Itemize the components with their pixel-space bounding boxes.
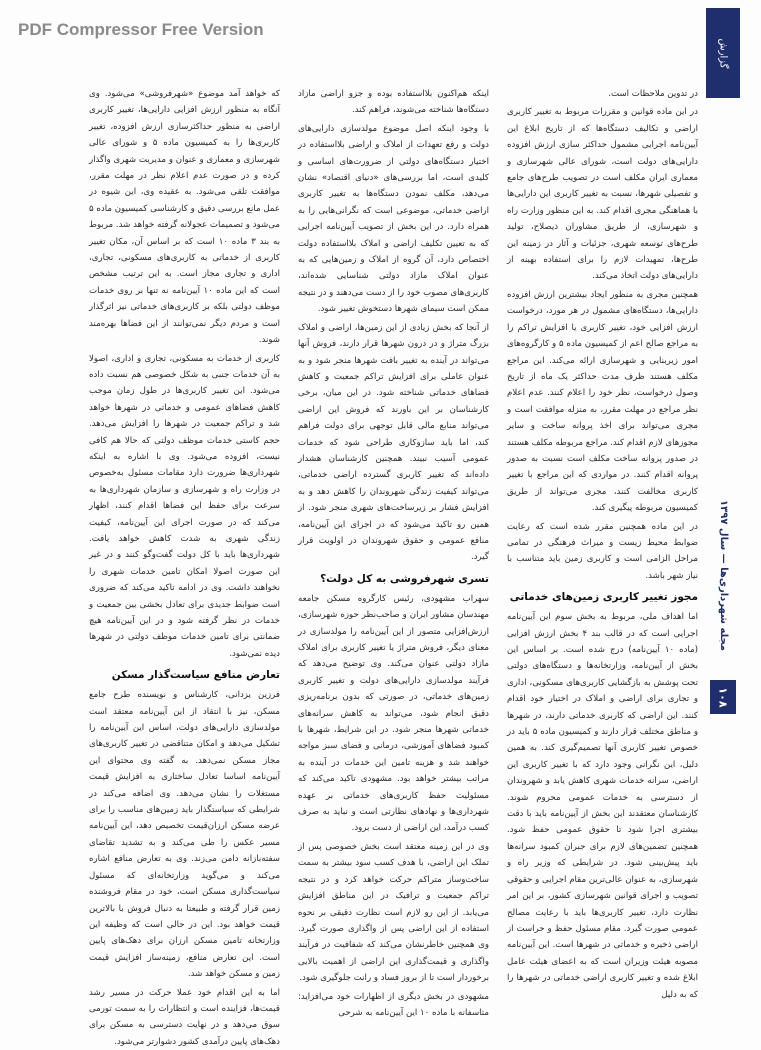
paragraph: در این ماده همچنین مقرر شده است که رعایت ضوابط محیط زیست و میراث فرهنگی در تمامی مراحل الزامی است و کاربری زمین باید متناسب با نیاز شهر باشد. xyxy=(507,521,698,581)
article-column-left xyxy=(89,86,281,1047)
paragraph: اینکه هم‌اکنون بلااستفاده بوده و جزو اراضی مازاد دستگاه‌ها شناخته می‌شوند، فراهم کند. xyxy=(298,89,489,116)
paragraph: مشهودی در بخش دیگری از اظهارات خود می‌افزاید: متاسفانه با ماده ۱۰ این آیین‌نامه به شرحی xyxy=(298,991,489,1018)
paragraph: با وجود اینکه اصل موضوع مولدسازی دارایی‌های دولت و رفع تعهدات از املاک و اراضی بلااستفاده در اختیار دستگاه‌های دولتی از ضرورت‌های اساسی و کلیدی است، اما بررسی‌های «دنیای اقتصاد» نشان می‌دهد، مکلف نمودن دستگاه‌ها به تغییر کاربری اراضی خدماتی، موضوعی است که نگرانی‌هایی را به همراه دارد. در این بخش از تصویب آیین‌نامه اجرایی که به تعیین تکلیف اراضی و املاک بلااستفاده دولت اختصاص دارد، آن گروه از املاک و زمین‌هایی که به عنوان املاک مازاد دولتی شناسایی شده‌اند، کاربری‌های مصوب خود را از دست می‌دهند و در نتیجه ممکن است سیمای شهرها دستخوش تغییر شود. xyxy=(298,123,489,315)
paragraph: همچنین مجری به منظور ایجاد بیشترین ارزش افزوده دارایی‌ها، دستگاه‌های مشمول در هر مورد، درخواست ارزش افزایی خود، تغییر کاربری یا افزایش تراکم را به مراجع صالح اعم از کمیسیون ماده ۵ و کارگروه‌های امور زیربنایی و شهرسازی ارائه می‌کند. این مراجع مکلف هستند ظرف مدت حداکثر یک ماه از تاریخ وصول درخواست، نظر خود را اعلام کنند. عدم اعلام نظر مراجع در مهلت مقرر، به منزله موافقت است و مجری می‌تواند برای اخذ پروانه ساخت و سایر مجوزهای لازم اقدام کند. مراجع مربوطه مکلف هستند در صدور پروانه ساخت مکلف است نسبت به صدور پروانه اقدام کنند. در مواردی که این مراجع با تغییر کاربری مخالفت کنند، مجری می‌تواند از طریق کمیسیون مربوطه پیگیری کند. xyxy=(507,289,698,514)
section-label: گزارش xyxy=(717,37,729,69)
paragraph: سهراب مشهودی، رئیس کارگروه مسکن جامعه مهندسان مشاور ایران و صاحب‌نظر حوزه شهرسازی، ارزش‌افزایی متصور از این آیین‌نامه را مولدسازی در معنای دیگر، فروش متراژ یا تغییر کاربری برای املاک مازاد دولتی عنوان می‌کند. وی توضیح می‌دهد که فرآیند مولدسازی دارایی‌های دولت و تغییر کاربری زمین‌های خدماتی، در صورتی که بدون برنامه‌ریزی دقیق انجام شود، می‌تواند به کاهش سرانه‌های خدماتی شهرها منجر شود. در این شرایط، شهرها با کمبود فضاهای آموزشی، درمانی و فضای سبز مواجه خواهند شد و هزینه تامین این خدمات در آینده به مراتب بیشتر خواهد بود. مشهودی تاکید می‌کند که مسئولیت حفظ کاربری‌های خدماتی بر عهده شهرداری‌ها و نهادهای نظارتی است و نباید به صرف کسب درآمد، این اراضی از دست برود. xyxy=(298,593,489,834)
section-heading: تسری شهرفروشی به کل دولت؟ xyxy=(320,572,489,585)
journal-title: مجله شهرداری‌ها — سال ۱۳۹۷ xyxy=(717,499,729,651)
paragraph: وی در این زمینه معتقد است بخش خصوصی پس از تملک این اراضی، با هدف کسب سود بیشتر به سمت ساخت‌وساز متراکم حرکت خواهد کرد و در نتیجه تراکم جمعیت و ترافیک در این مناطق افزایش می‌یابد. از این رو لازم است نظارت دقیقی بر نحوه استفاده از این اراضی پس از واگذاری صورت گیرد. وی همچنین خاطرنشان می‌کند که شفافیت در فرآیند واگذاری و قیمت‌گذاری این اراضی از اهمیت بالایی برخوردار است تا از بروز فساد و رانت جلوگیری شود. xyxy=(298,841,489,984)
article-column-middle xyxy=(298,86,489,1036)
section-heading: تعارض منافع سیاست‌گذار مسکن xyxy=(111,669,280,682)
journal-info xyxy=(708,470,738,680)
paragraph: که خواهد آمد موضوع «شهرفروشی» می‌شود. وی آنگاه به منظور ارزش افزایی دارایی‌ها، تغییر کاربری اراضی به منظور حداکثرسازی ارزش افزوده، تغییر کاربری‌ها را به کمیسیون ماده ۵ و شورای عالی شهرسازی و معماری و عنوان و مدیریت شهری واگذار کرده و در صورت عدم اعلام نظر در مهلت مقرر، موافقت تلقی می‌شود. به عقیده وی، این شیوه در عمل مانع بررسی دقیق و کارشناسی کمیسیون ماده ۵ می‌شود و تصمیمات عجولانه گرفته خواهد شد. مربوط به بند ۳ ماده ۱۰ است که بر اساس آن، مکان تغییر کاربری از خدماتی به کاربری‌های مسکونی، تجاری، اداری و تجاری مجاز است. به این ترتیب مشخص است که این ماده ۱۰ آیین‌نامه نه تنها بر روی خدمات موظف دولتی بلکه بر کاربری‌های خدماتی نیز اثرگذار است و مردم دیگر نمی‌توانند از این فضاها بهره‌مند شوند. xyxy=(89,89,281,346)
page-sidebar xyxy=(706,0,740,1045)
page-number-box xyxy=(710,680,736,714)
paragraph: اما اهداف ملی، مربوط به بخش سوم این آیین‌نامه اجرایی است که در قالب بند ۴ بخش ارزش افزایی (ماده ۱۰ آیین‌نامه) درج شده است. بر اساس این بخش از آیین‌نامه، وزارتخانه‌ها و دستگاه‌های دولتی تحت پوشش به بازگشایی کاربری‌های مسکونی، اداری و تجاری برای اراضی و املاک در اختیار خود اقدام کنند. این اراضی که کاربری خدماتی دارند، در شهرها و مناطق مختلف قرار دارند و کمیسیون ماده ۵ باید در خصوص تغییر کاربری آنها تصمیم‌گیری کند. به همین دلیل، این نگرانی وجود دارد که با تغییر کاربری این اراضی، سرانه خدمات شهری کاهش یابد و شهروندان از دسترسی به خدمات عمومی محروم شوند. کارشناسان معتقدند این بخش از آیین‌نامه باید با دقت بیشتری اجرا شود تا حقوق عمومی حفظ شود. همچنین تضمین‌های لازم برای جبران کمبود سرانه‌ها باید پیش‌بینی شود. در شرایطی که وزیر راه و شهرسازی، به عنوان عالی‌ترین مقام اجرایی و حقوقی تصویب و اجرای قوانین شهرسازی کشور، بر این امر نظارت دارد، تغییر کاربری‌ها باید با رعایت مصالح عمومی صورت گیرد. مقام مسئول حفظ و حراست از اراضی ذخیره و خدماتی در شهرها است. این آیین‌نامه مصوبه هیئت وزیران است که به اعضای هیئت عامل ابلاغ شده و تغییر کاربری اراضی خدماتی در شهرها را که به دلیل xyxy=(507,612,699,1000)
watermark-text: PDF Compressor Free Version xyxy=(18,20,264,39)
paragraph: در این ماده قوانین و مقررات مربوط به تغییر کاربری اراضی و تکالیف دستگاه‌ها که از تاریخ ابلاغ این آیین‌نامه اجرایی مشمول حداکثر سازی ارزش افزوده دارایی‌های دولت است، شورای عالی شهرسازی و معماری ایران مکلف است در تصویب طرح‌های جامع و تفصیلی شهرها، نسبت به تغییر کاربری این دارایی‌ها با هماهنگی مجری اقدام کند. به این منظور وزارت راه و شهرسازی، از طریق مشاوران ذیصلاح، تولید طرح‌های توسعه شهری، جزئیات و آثار در زمینه این طرح‌ها، تمهیدات لازم را برای استفاده بهینه از دارایی‌های دولت اتخاذ می‌کند. xyxy=(507,107,698,282)
paragraph: از آنجا که بخش زیادی از این زمین‌ها، اراضی و املاک بزرگ متراژ و در درون شهرها قرار دارند، فروش آنها می‌تواند در آینده به تغییر بافت شهرها منجر شود و به عنوان عاملی برای افزایش تراکم جمعیت و کاهش فضاهای خدماتی شناخته شود. در این میان، برخی کارشناسان بر این باورند که فروش این اراضی می‌تواند منابع مالی قابل توجهی برای دولت فراهم کند، اما باید سازوکاری طراحی شود که خدمات عمومی آسیب نبیند. همچنین کارشناسان هشدار داده‌اند که تغییر کاربری گسترده اراضی خدماتی، می‌تواند کیفیت زندگی شهروندان را کاهش دهد و به افزایش فشار بر زیرساخت‌های شهری منجر شود. از همین رو تاکید می‌شود که در اجرای این آیین‌نامه، منافع عمومی و حقوق شهروندان در اولویت قرار گیرد. xyxy=(298,322,489,563)
paragraph: فرزین یزدانی، کارشناس و نویسنده طرح جامع مسکن، نیز با انتقاد از این آیین‌نامه معتقد است مولدسازی دارایی‌های دولت، اساس این آیین‌نامه را تشکیل می‌دهد و امکان متناقضی در تغییر کاربری‌های مجاز مسکن نمی‌دهد. به گفته وی محتوای این آیین‌نامه اساسا تعادل ساختاری به افزایش قیمت مستغلات را نشان می‌دهد. وی اضافه می‌کند در شرایطی که سیاستگذار باید زمین‌های مناسب را برای عرضه مسکن ارزان‌قیمت تخصیص دهد، این آیین‌نامه مسیر عکس را طی می‌کند و به تشدید تقاضای سفته‌بازانه دامن می‌زند. وی به تعارض منافع اشاره می‌کند و می‌گوید وزارتخانه‌ای که مسئول سیاست‌گذاری مسکن است، خود در مقام فروشنده زمین قرار گرفته و طبیعتا به دنبال فروش با بالاترین قیمت خواهد بود. این در حالی است که وظیفه این وزارتخانه تامین مسکن ارزان برای دهک‌های پایین است. این تعارض منافع، زمینه‌ساز افزایش قیمت زمین و مسکن خواهد شد. xyxy=(89,690,280,980)
section-heading: مجوز تغییر کاربری زمین‌های خدماتی xyxy=(509,591,698,604)
paragraph: کاربری از خدمات به مسکونی، تجاری و اداری، اصولا به آن خدمات جنبی به شکل خصوصی هم نسبت داده می‌شود. این تغییر کاربری‌ها در طول زمان موجب کاهش فضاهای عمومی و خدماتی در شهرها خواهد شد و تراکم جمعیت در شهرها را افزایش می‌دهد. حجم کاستی خدمات موظف دولتی که حالا هم کافی نیست، افزوده می‌شود. وی با اشاره به اینکه شهرداری‌ها ضرورت دارد مقامات مسئول به‌خصوص در وزارت راه و شهرسازی و سازمان شهرداری‌ها به سرعت برای حفظ این فضاها اقدام کنند، اظهار می‌کند که در صورت اجرای این آیین‌نامه، کیفیت زندگی شهری به شدت کاهش خواهد یافت. شهرداری‌ها باید با کل دولت گفت‌وگو کنند و در غیر این صورت اصولا امکان تامین خدمات شهری را نخواهند داشت. وی در ادامه تاکید می‌کند که ضروری است ضوابط جدیدی برای تعادل بخشی بین جمعیت و خدمات در نظر گرفته شود و در این آیین‌نامه هیچ ضمانتی برای تامین خدمات موظف دولتی در شهرها دیده نمی‌شود. xyxy=(89,353,280,659)
section-label-box xyxy=(706,8,740,98)
article-body xyxy=(88,86,699,1047)
paragraph: اما به این اقدام خود عملا حرکت در مسیر رشد قیمت‌ها، فزاینده است و انتظارات را به سمت تورمی سوق می‌دهد و در نهایت دسترسی به مسکن برای دهک‌های پایین درآمدی کشور دشوارتر می‌شود. xyxy=(89,987,280,1047)
article-column-right xyxy=(507,86,698,1036)
paragraph: در تدوین ملاحظات است. xyxy=(608,89,698,99)
page-number: ۱۰۸ xyxy=(716,686,730,708)
